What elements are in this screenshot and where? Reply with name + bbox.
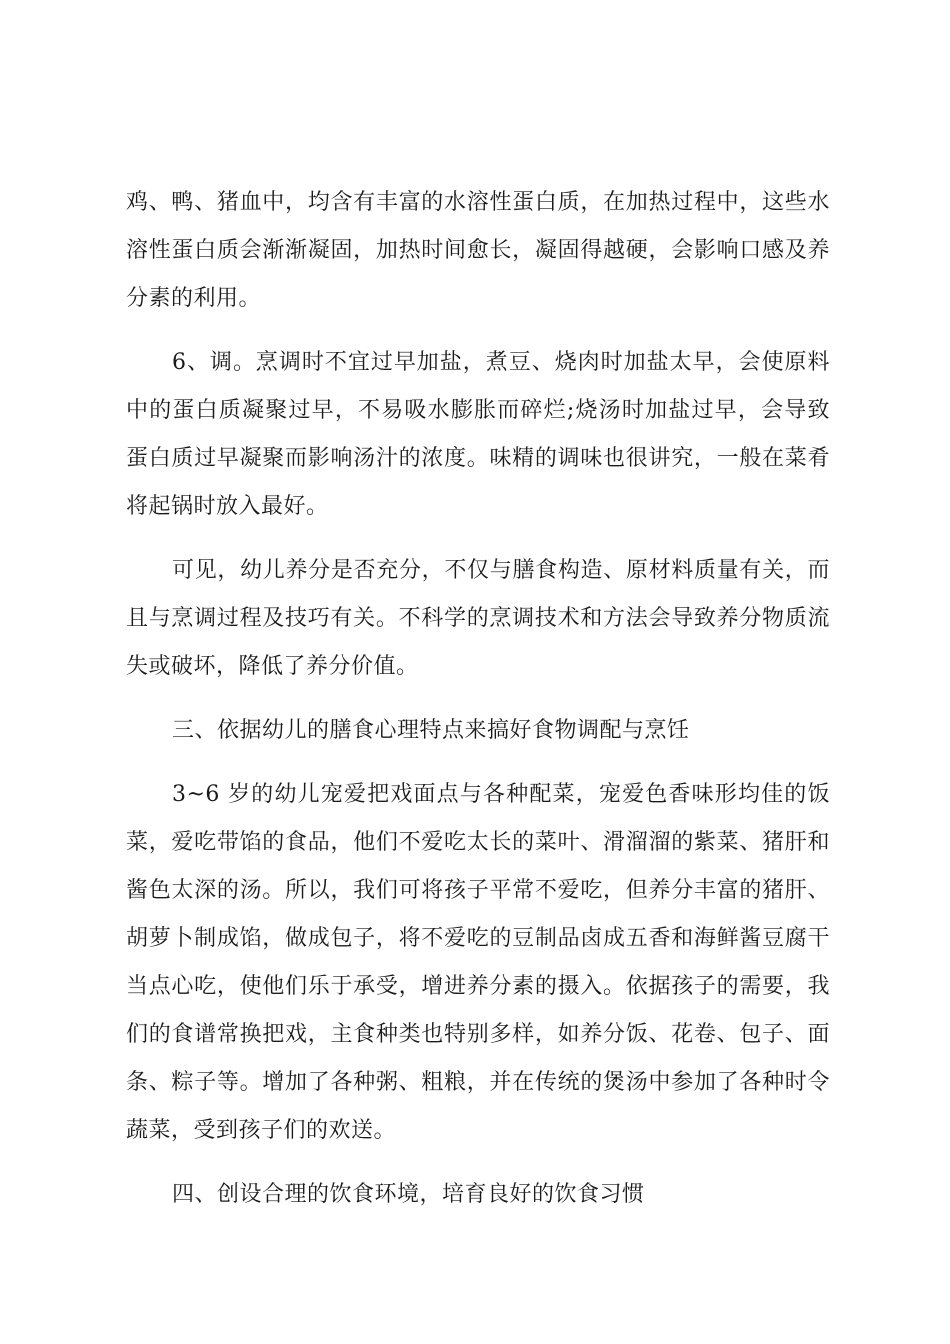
document-body (126, 179, 830, 1235)
paragraph-2: 6、调。烹调时不宜过早加盐，煮豆、烧肉时加盐太早，会使原料中的蛋白质凝聚过早，不易吸水膨胀而碎烂;烧汤时加盐过早，会导致蛋白质过早凝聚而影响汤汁的浓度。味精的调味也很讲究，一般在菜肴将起锅时放入最好。 (126, 350, 830, 519)
section-heading-4: 四、创设合理的饮食环境，培育良好的饮食习惯 (172, 1182, 645, 1207)
paragraph-4: 3~6 岁的幼儿宠爱把戏面点与各种配菜，宠爱色香味形均佳的饭菜，爱吃带馅的食品，他们不爱吃太长的菜叶、滑溜溜的紫菜、猪肝和酱色太深的汤。所以，我们可将孩子平常不爱吃，但养分丰富的猪肝、胡萝卜制成馅，做成包子，将不爱吃的豆制品卤成五香和海鲜酱豆腐干当点心吃，使他们乐于承受，增进养分素的摄入。依据孩子的需要，我们的食谱常换把戏，主食种类也特别多样，如养分饭、花卷、包子、面条、粽子等。增加了各种粥、粗粮，并在传统的煲汤中参加了各种时令蔬菜，受到孩子们的欢送。 (126, 782, 830, 1143)
paragraph-1: 鸡、鸭、猪血中，均含有丰富的水溶性蛋白质，在加热过程中，这些水溶性蛋白质会渐渐凝固，加热时间愈长，凝固得越硬，会影响口感及养分素的利用。 (126, 190, 830, 311)
paragraph-3: 可见，幼儿养分是否充分，不仅与膳食构造、原材料质量有关，而且与烹调过程及技巧有关。不科学的烹调技术和方法会导致养分物质流失或破坏，降低了养分价值。 (126, 558, 830, 679)
section-heading-3: 三、依据幼儿的膳食心理特点来搞好食物调配与烹饪 (172, 718, 690, 743)
